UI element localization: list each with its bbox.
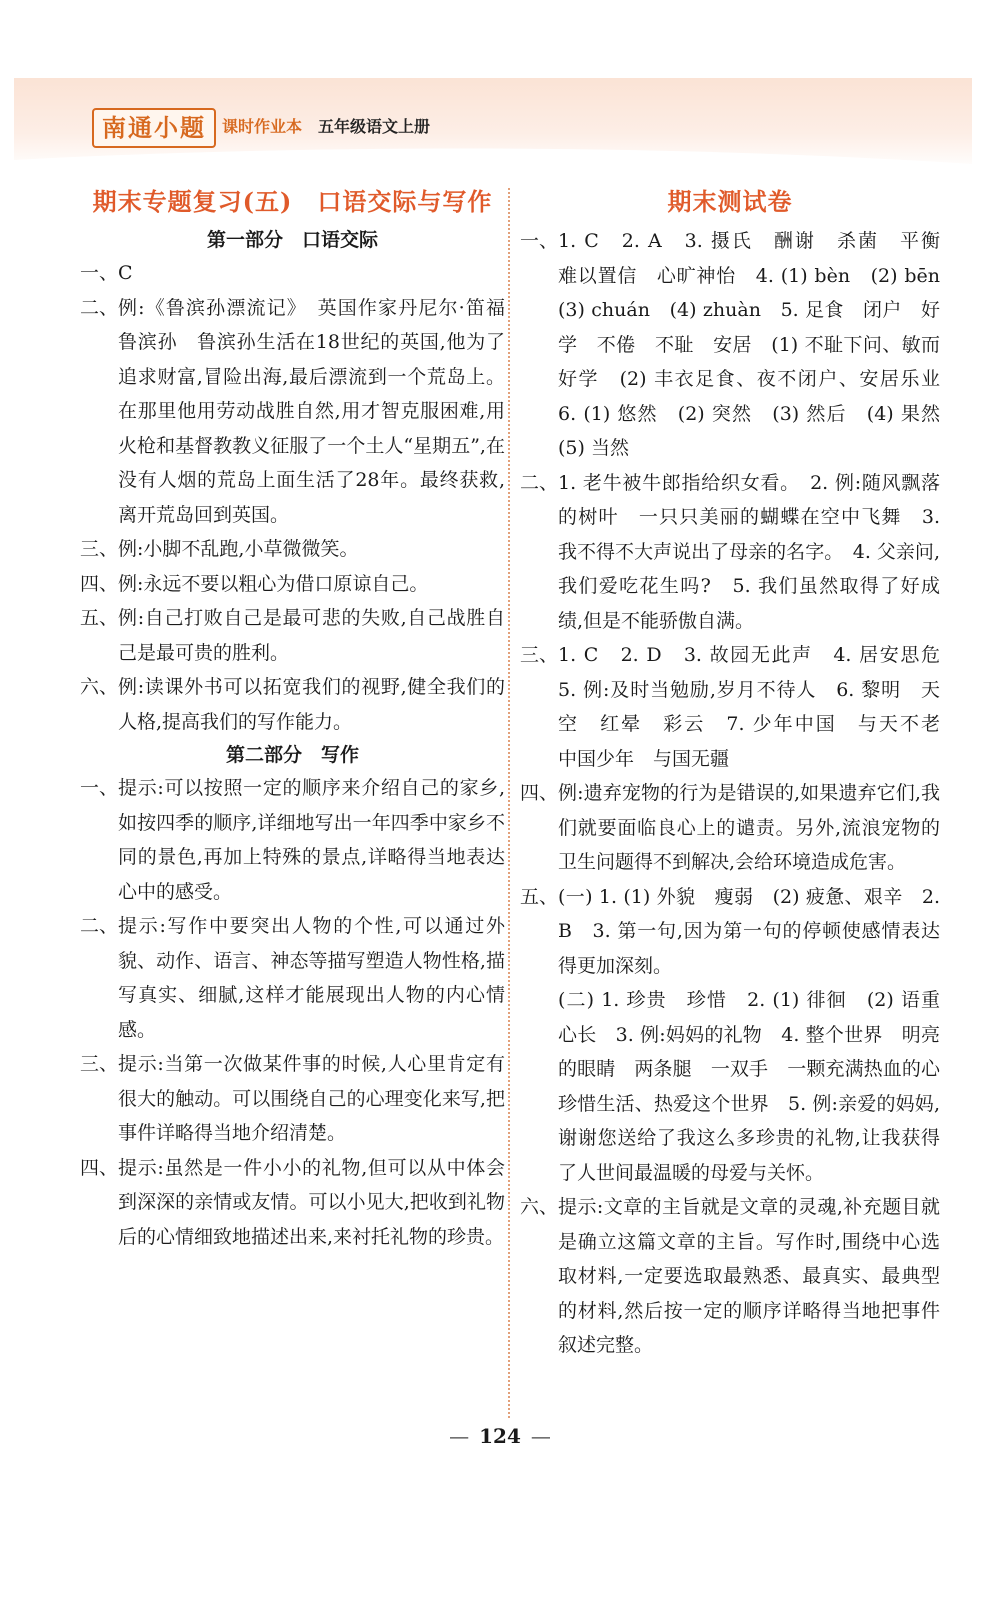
answer-item: 一、 1. C 2. A 3. 摄氏 酬谢 杀菌 平衡 难以置信 心旷神怡 4. (1) bèn (2) bēn (3) chuán (4) zhuàn 5. 足食 闭户 好学 不倦 不耻 安居 (1) 不耻下问、敏而好学 (2) 丰衣足食、夜不闭户、安居乐业 6. (1) 悠然 (2) 突然 (3) 然后 (4) 果然 (5) 当然 [520,230,960,459]
part2-title: 第二部分 写作 [225,744,359,766]
page-number: — 124 — [449,1424,551,1448]
answer-item: 一、 C [80,262,133,284]
part1-title: 第一部分 口语交际 [206,229,378,251]
answer-item: 二、 提示:写作中要突出人物的个性,可以通过外貌、动作、语言、神态等描写塑造人物性格,描写真实、细腻,这样才能展现出人物的内心情感。 [80,915,505,1041]
answer-item: 六、 例:读课外书可以拓宽我们的视野,健全我们的人格,提高我们的写作能力。 [80,676,505,733]
column-divider [508,188,510,1418]
series-name: 课时作业本 [222,117,303,136]
answer-item: 二、 例:《鲁滨孙漂流记》 英国作家丹尼尔·笛福 鲁滨孙 鲁滨孙生活在18世纪的英国,他为了追求财富,冒险出海,最后漂流到一个荒岛上。在那里他用劳动战胜自然,用才智克服困难,用火枪和基督教教义征服了一个土人“星期五”,在没有人烟的荒岛上面生活了28年。最终获救,离开荒岛回到英国。 [80,296,525,526]
answer-item: 四、 例:永远不要以粗心为借口原谅自己。 [80,572,429,595]
left-section-title: 期末专题复习(五) 口语交际与写作 [92,187,493,216]
answer-item: 三、 例:小脚不乱跑,小草微微笑。 [80,538,359,560]
grade-subject: 五年级语文上册 [318,117,431,136]
answer-item: 五、 例:自己打败自己是最可悲的失败,自己战胜自己是最可贵的胜利。 [80,607,505,664]
answer-item: 四、 例:遗弃宠物的行为是错误的,如果遗弃它们,我们就要面临良心上的谴责。另外,流浪宠物的卫生问题得不到解决,会给环境造成危害。 [520,782,940,873]
answer-item: 六、 提示:文章的主旨就是文章的灵魂,补充题目就是确立这篇文章的主旨。写作时,围绕中心选取材料,一定要选取最熟悉、最真实、最典型的材料,然后按一定的顺序详略得当地把事件叙述完整。 [520,1196,940,1356]
answer-item: 二、 1. 老牛被牛郎指给织女看。 2. 例:随风飘落的树叶 一只只美丽的蝴蝶在空中飞舞 3. 我不得不大声说出了母亲的名字。 4. 父亲问,我们爱吃花生吗? 5. 我们虽然取得了好成绩,但是不能骄傲自满。 [520,471,940,632]
answer-item: 三、 提示:当第一次做某件事的时候,人心里肯定有很大的触动。可以围绕自己的心理变化来写,把事件详略得当地介绍清楚。 [80,1053,505,1144]
answer-item: 五、 (一) 1. (1) 外貌 瘦弱 (2) 疲惫、艰辛 2. B 3. 第一句,因为第一句的停顿使感情表达得更加深刻。 [520,885,940,977]
left-column [80,180,525,1254]
brand-logo: 南通小题 [92,108,216,148]
answer-item: 三、 1. C 2. D 3. 故园无此声 4. 居安思危 5. 例:及时当勉励,岁月不待人 6. 黎明 天空 红晕 彩云 7. 少年中国 与天不老 中国少年 与国无疆 [520,644,960,770]
answer-item: 一、 提示:可以按照一定的顺序来介绍自己的家乡,如按四季的顺序,详细地写出一年四季中家乡不同的景色,再加上特殊的景点,详略得当地表达心中的感受。 [80,777,505,903]
answer-item: 四、 提示:虽然是一件小小的礼物,但可以从中体会到深深的亲情或友情。可以小见大,把收到礼物后的心情细致地描述出来,来衬托礼物的珍贵。 [80,1156,505,1248]
right-section-title: 期末测试卷 [667,187,793,216]
answer-subpart: (二) 1. 珍贵 珍惜 2. (1) 徘徊 (2) 语重心长 3. 例:妈妈的礼物 4. 整个世界 明亮的眼睛 两条腿 一双手 一颗充满热血的心 珍惜生活、热爱这个世界 5. 例:亲爱的妈妈,谢谢您送给了我这么多珍贵的礼物,让我获得了人世间最温暖的母爱与关怀。 [558,989,960,1184]
right-column [520,180,960,1363]
